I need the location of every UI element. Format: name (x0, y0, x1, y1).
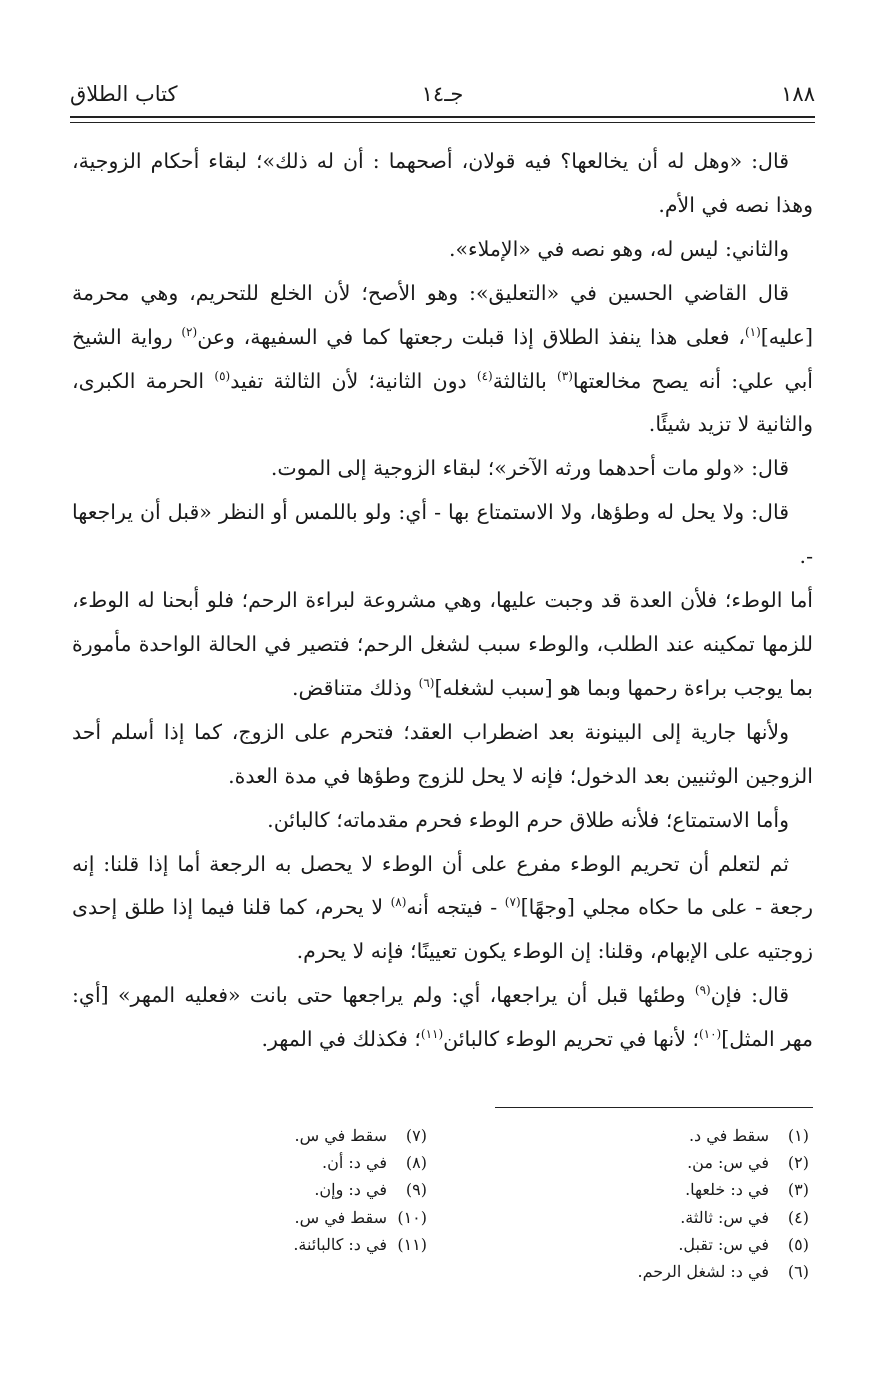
footnote-ref-6: (٦) (418, 676, 435, 691)
footnote: (٣)في د: خلعها. (685, 1180, 809, 1200)
paragraph-9: ثم لتعلم أن تحريم الوطء مفرع على أن الوطء لا يحصل به الرجعة أما إذا قلنا: إنه رجعة - على ما حكاه مجلي [وجهًا]$^{(٧)}$ - فيتجه أنه$^{(٨)}$ لا يحرم، كما قلنا فيما إذا طلق إحدى زوجتيه على الإبهام، وقلنا: إن الوطء يكون تعيينًا؛ فإنه لا يحرم. (72, 851, 814, 964)
paragraph-7: ولأنها جارية إلى البينونة بعد اضطراب العقد؛ فتحرم على الزوج، كما إذا أسلم أحد الزوجين الوثنيين بعد الدخول؛ فإنه لا يحل للزوج وطؤها في مدة العدة. (72, 719, 813, 788)
footnote: (٨)في د: أن. (322, 1153, 427, 1173)
footnotes-right-column (637, 1122, 809, 1285)
footnote-ref-5: (٥) (214, 368, 231, 383)
footnote: (١١)في د: كالبائنة. (293, 1234, 427, 1254)
paragraph-5: قال: ولا يحل له وطؤها، ولا الاستمتاع بها - أي: ولو باللمس أو النظر «قبل أن يراجعها -. (72, 500, 813, 569)
footnote: (٦)في د: لشغل الرحم. (637, 1262, 809, 1282)
header-rule-thin (70, 122, 815, 123)
footnote-ref-2: (٢) (181, 324, 198, 339)
footnotes-left-column (293, 1122, 427, 1258)
footnote-ref-4: (٤) (476, 368, 493, 383)
footnote-ref-7: (٧) (504, 895, 521, 910)
paragraph-10: قال: فإن$^{(٩)}$ وطئها قبل أن يراجعها، أي: ولم يراجعها حتى بانت «فعليه المهر» [أي: مهر المثل]$^{(١٠)}$؛ لأنها في تحريم الوطء كالبائن$^{(١١)}$؛ فكذلك في المهر. (72, 983, 813, 1052)
paragraph-1: قال: «وهل له أن يخالعها؟ فيه قولان، أصحهما : أن له ذلك»؛ لبقاء أحكام الزوجية، وهذا نصه في الأم. (72, 149, 813, 217)
footnote: (١)سقط في د. (688, 1126, 809, 1145)
footnote-separator (495, 1107, 813, 1108)
main-text (72, 140, 813, 1062)
footnote: (١٠)سقط في س. (294, 1207, 427, 1227)
footnote-ref-11: (١١) (420, 1027, 444, 1042)
paragraph-8: وأما الاستمتاع؛ فلأنه طلاق حرم الوطء فحرم مقدماته؛ كالبائن. (267, 807, 789, 832)
footnote: (٧)سقط في س. (294, 1126, 427, 1145)
footnote-ref-10: (١٠) (698, 1027, 722, 1042)
footnote: (٤)في س: ثالثة. (680, 1207, 809, 1227)
footnote-ref-8: (٨) (390, 895, 407, 910)
volume-number: جـ١٤ (421, 82, 464, 106)
footnote-ref-1: (١) (744, 324, 761, 339)
paragraph-3: قال القاضي الحسين في «التعليق»: وهو الأصح؛ لأن الخلع للتحريم، وهي محرمة [عليه]$^{(١)}$، فعلى هذا ينفذ الطلاق إذا قبلت رجعتها كما في السفيهة، وعن$^{(٢)}$ رواية الشيخ أبي علي: أنه يصح مخالعتها$^{(٣)}$ بالثالثة$^{(٤)}$ دون الثانية؛ لأن الثالثة تفيد$^{(٥)}$ الحرمة الكبرى، والثانية لا تزيد شيئًا. (72, 280, 813, 437)
footnote: (٩)في د: وإن. (314, 1180, 427, 1200)
running-header (70, 80, 815, 114)
footnote: (٥)في س: تقبل. (678, 1234, 809, 1254)
page-number: ١٨٨ (781, 82, 815, 106)
footnote-ref-3: (٣) (557, 368, 573, 383)
paragraph-6: أما الوطء؛ فلأن العدة قد وجبت عليها، وهي مشروعة لبراءة الرحم؛ فلو أبحنا له الوطء، للزمها تمكينه عند الطلب، والوطء سبب لشغل الرحم؛ فتصير في الحالة الواحدة مأمورة بما يوجب براءة رحمها وبما هو [سبب لشغله]$^{(٦)}$ وذلك متناقض. (72, 588, 813, 700)
book-title: كتاب الطلاق (70, 82, 178, 106)
header-rule-thick (70, 116, 815, 118)
footnote-ref-9: (٩) (694, 983, 711, 998)
paragraph-2: والثاني: ليس له، وهو نصه في «الإملاء». (449, 236, 789, 261)
paragraph-4: قال: «ولو مات أحدهما ورثه الآخر»؛ لبقاء الزوجية إلى الموت. (270, 456, 789, 481)
footnote: (٢)في س: من. (687, 1153, 809, 1173)
